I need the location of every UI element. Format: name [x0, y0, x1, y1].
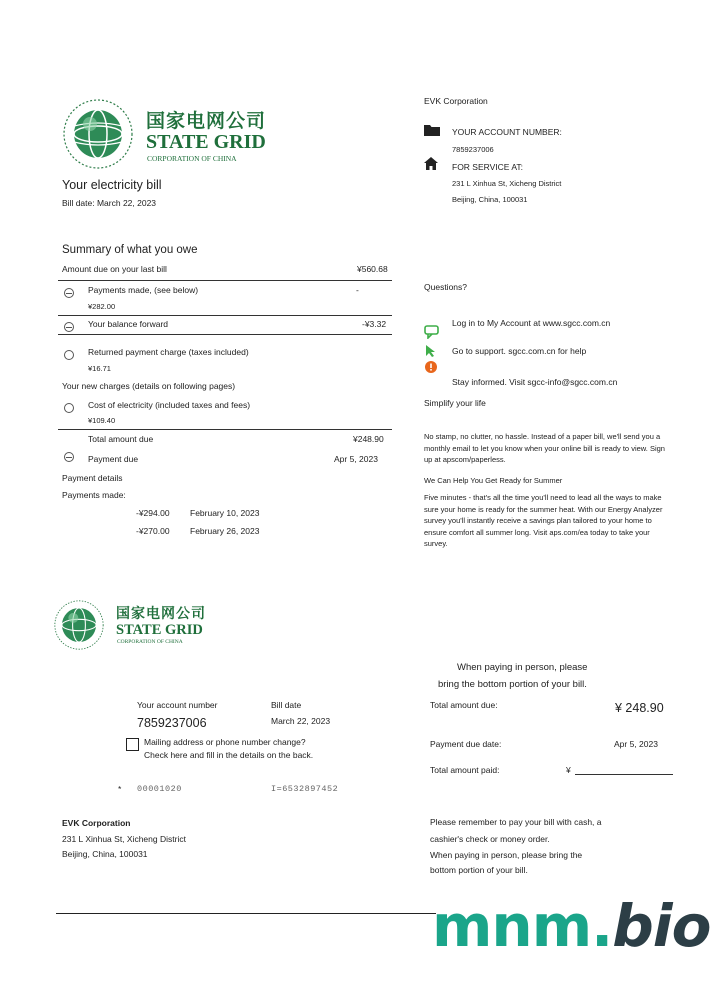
- account-number-label: YOUR ACCOUNT NUMBER:: [452, 127, 562, 137]
- stub-code-1: 00001020: [137, 784, 182, 794]
- cost-electricity-label: Cost of electricity (included taxes and fees): [88, 400, 251, 410]
- simplify-heading: Simplify your life: [424, 398, 486, 408]
- logo-subtitle: CORPORATION OF CHINA: [147, 154, 237, 163]
- stub-address-line2: Beijing, China, 100031: [62, 849, 148, 859]
- reminder-line2: cashier's check or money order.: [430, 834, 550, 844]
- company-name: EVK Corporation: [424, 96, 488, 106]
- watermark-part2: bio: [612, 892, 711, 960]
- state-grid-logo-icon: [60, 96, 136, 172]
- stub-account-label: Your account number: [137, 700, 218, 710]
- payment-row-amount: -¥270.00: [136, 526, 170, 536]
- questions-title: Questions?: [424, 282, 467, 292]
- total-due-value: ¥248.90: [353, 434, 384, 444]
- stay-informed-link[interactable]: Stay informed. Visit sgcc-info@sgcc.com.cn: [452, 377, 618, 387]
- logo-english-name: STATE GRID: [116, 622, 203, 638]
- bill-title: Your electricity bill: [62, 178, 162, 192]
- reminder-line4: bottom portion of your bill.: [430, 865, 528, 875]
- summer-paragraph: Five minutes - that's all the time you'll need to lead all the ways to make sure your home is ready for the summer heat. With our Energy Analyzer survey you'll instantly receive a savings plan tailored to your home to ensure comfort all summer long. Visit aps.com/ea today to take your survey.: [424, 493, 663, 548]
- reminder-line3: When paying in person, please bring the: [430, 850, 583, 860]
- payment-due-label: Payment due: [88, 454, 139, 464]
- divider: [58, 334, 392, 335]
- payments-made-value: -: [356, 285, 359, 295]
- minus-circle-icon: [64, 288, 74, 298]
- balance-forward-value: -¥3.32: [362, 319, 387, 329]
- minus-circle-icon: [64, 452, 74, 462]
- service-address-line2: Beijing, China, 100031: [452, 195, 528, 204]
- stub-account-number: 7859237006: [137, 716, 207, 730]
- stub-due-date-label: Payment due date:: [430, 739, 502, 749]
- alert-icon: [425, 361, 437, 373]
- in-person-line1: When paying in person, please: [457, 662, 588, 673]
- support-link[interactable]: Go to support. sgcc.com.cn for help: [452, 346, 587, 356]
- service-address-line1: 231 L Xinhua St, Xicheng District: [452, 179, 562, 188]
- payment-row-amount: -¥294.00: [136, 508, 170, 518]
- circle-icon: [64, 350, 74, 360]
- stub-total-due-value: ¥ 248.90: [615, 701, 664, 715]
- cursor-icon: [425, 344, 437, 358]
- watermark-part1: mnm.: [432, 892, 613, 960]
- logo-chinese-name: 国家电网公司: [146, 110, 267, 132]
- payments-made-heading: Payments made:: [62, 490, 126, 500]
- payment-row-date: February 10, 2023: [190, 508, 260, 518]
- last-bill-value: ¥560.68: [357, 264, 388, 274]
- account-number: 7859237006: [452, 145, 494, 154]
- watermark: [432, 892, 710, 960]
- payment-details-label: Payment details: [62, 473, 123, 483]
- stub-paid-currency: ¥: [566, 765, 571, 775]
- logo-subtitle: CORPORATION OF CHINA: [117, 639, 183, 645]
- cost-electricity-amount: ¥109.40: [88, 416, 116, 425]
- mailing-change-line1: Mailing address or phone number change?: [144, 737, 306, 747]
- summary-title: Summary of what you owe: [62, 244, 198, 256]
- logo-chinese-name: 国家电网公司: [116, 606, 206, 622]
- stub-address-line1: 231 L Xinhua St, Xicheng District: [62, 834, 186, 844]
- in-person-line2: bring the bottom portion of your bill.: [438, 679, 587, 690]
- stub-paid-label: Total amount paid:: [430, 765, 500, 775]
- stub-due-date-value: Apr 5, 2023: [614, 739, 658, 749]
- stub-paid-blank: [575, 774, 673, 775]
- total-due-label: Total amount due: [88, 434, 154, 444]
- bill-date: Bill date: March 22, 2023: [62, 198, 157, 208]
- new-charges-label: Your new charges (details on following pages): [62, 381, 236, 391]
- divider: [58, 280, 392, 281]
- paperless-paragraph: No stamp, no clutter, no hassle. Instead of a paper bill, we'll send you a monthly email to let you know when your online bill is ready to view. Sign up at apscom/paperless.: [424, 432, 665, 464]
- stub-code-2: I=6532897452: [271, 784, 339, 794]
- stub-total-due-label: Total amount due:: [430, 700, 498, 710]
- house-icon: [424, 157, 438, 170]
- circle-icon: [64, 403, 74, 413]
- divider: [58, 315, 392, 316]
- stub-paid-field[interactable]: [566, 765, 673, 775]
- stub-star: *: [118, 784, 122, 794]
- minus-circle-icon: [64, 322, 74, 332]
- payments-made-label: Payments made, (see below): [88, 285, 199, 295]
- last-bill-label: Amount due on your last bill: [62, 264, 167, 274]
- mailing-change-line2: Check here and fill in the details on the back.: [144, 750, 314, 760]
- service-label: FOR SERVICE AT:: [452, 162, 524, 172]
- summer-heading: We Can Help You Get Ready for Summer: [424, 476, 563, 485]
- logo-english-name: STATE GRID: [146, 131, 266, 153]
- folder-icon: [424, 123, 440, 136]
- bottom-divider: [56, 913, 436, 914]
- login-link[interactable]: Log in to My Account at www.sgcc.com.cn: [452, 318, 611, 328]
- stub-bill-date-value: March 22, 2023: [271, 716, 331, 726]
- address-change-checkbox[interactable]: [126, 738, 139, 751]
- stub-bill-date-label: Bill date: [271, 700, 302, 710]
- balance-forward-label: Your balance forward: [88, 319, 169, 329]
- returned-payment-amount: ¥16.71: [88, 364, 111, 373]
- payments-made-amount: ¥282.00: [88, 302, 116, 311]
- stub-company-name: EVK Corporation: [62, 818, 131, 828]
- payment-due-value: Apr 5, 2023: [334, 454, 378, 464]
- reminder-line1: Please remember to pay your bill with cash, a: [430, 817, 602, 827]
- divider: [58, 429, 392, 430]
- returned-payment-label: Returned payment charge (taxes included): [88, 347, 249, 357]
- state-grid-logo-icon: [52, 598, 106, 652]
- payment-row-date: February 26, 2023: [190, 526, 260, 536]
- chat-bubble-icon: [424, 325, 439, 339]
